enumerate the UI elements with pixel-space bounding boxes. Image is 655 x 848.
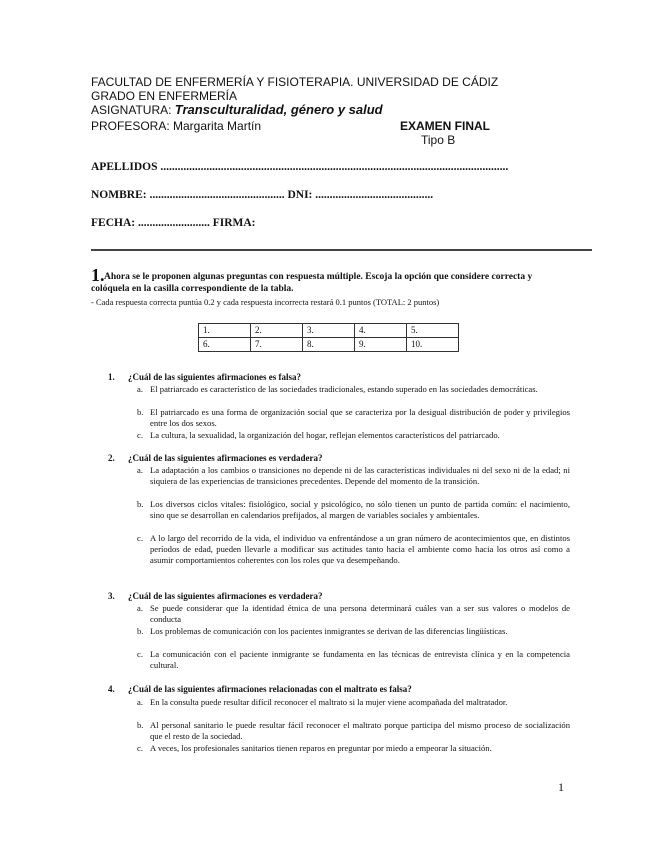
section-instruction-2: colóquela en la casilla correspondiente de la tabla. — [91, 284, 294, 294]
option-item[interactable] — [137, 626, 570, 637]
professor-line: PROFESORA: Margarita Martín — [91, 119, 262, 133]
subject-value: Transculturalidad, género y salud — [174, 102, 383, 117]
option-item[interactable] — [137, 384, 570, 395]
option-letter: b. — [137, 407, 144, 417]
option-letter: c. — [137, 743, 143, 753]
answer-cell[interactable]: 5. — [407, 324, 459, 338]
answer-cell[interactable]: 9. — [355, 338, 407, 352]
answer-cell[interactable]: 3. — [303, 324, 355, 338]
option-text: La cultura, la sexualidad, la organización del hogar, reflejan elementos característicos del patriarcado. — [150, 430, 500, 440]
page-number: 1 — [558, 780, 564, 794]
question-text: ¿Cuál de las siguientes afirmaciones relacionadas con el maltrato es falsa? — [128, 684, 412, 694]
exam-type: Tipo B — [421, 133, 456, 147]
option-text: Los diversos ciclos vitales: fisiológico, social y psicológico, no sólo tienen un punto de partida común: el nacimiento, sino que se desarrollan en calendarios prefijados, al margen de variables sociales y ambientales. — [150, 499, 570, 521]
section-instruction-1: Ahora se le proponen algunas preguntas con respuesta múltiple. Escoja la opción que considere correcta y — [104, 272, 533, 282]
answer-cell[interactable]: 8. — [303, 338, 355, 352]
option-letter: c. — [137, 430, 143, 440]
question-text: ¿Cuál de las siguientes afirmaciones es verdadera? — [128, 453, 323, 463]
exam-title: EXAMEN FINAL — [400, 119, 490, 133]
option-text: El patriarcado es una forma de organización social que se caracteriza por la desigual distribución de poder y privilegios entre los dos sexos. — [150, 407, 570, 429]
question-number: 4. — [108, 684, 115, 694]
option-item[interactable] — [137, 499, 570, 521]
option-item[interactable] — [137, 649, 570, 671]
subject-line — [91, 103, 383, 117]
option-letter: c. — [137, 649, 143, 659]
option-letter: a. — [137, 697, 143, 707]
question-text: ¿Cuál de las siguientes afirmaciones es verdadera? — [128, 591, 323, 601]
option-text: El patriarcado es característico de las sociedades tradicionales, estando superado en las sociedades democráticas. — [150, 384, 538, 394]
answer-cell[interactable]: 1. — [199, 324, 251, 338]
option-text: Al personal sanitario le puede resultar fácil reconocer el maltrato porque participa del mismo proceso de socialización que el resto de la sociedad. — [150, 720, 570, 742]
answer-cell[interactable]: 2. — [251, 324, 303, 338]
option-text: A lo largo del recorrido de la vida, el individuo va enfrentándose a un gran número de acontecimientos que, en distintos períodos de edad, pueden llevarle a modificar sus actitudes tanto hacia el ambiente como hacia los otros así como a asumir comportamientos coherentes con los roles que va desempeñando. — [150, 533, 570, 566]
answer-cell[interactable]: 4. — [355, 324, 407, 338]
option-text: Los problemas de comunicación con los pacientes inmigrantes se derivan de las diferencias lingüísticas. — [150, 626, 508, 636]
question-text: ¿Cuál de las siguientes afirmaciones es falsa? — [128, 372, 301, 382]
scoring-note: - Cada respuesta correcta puntúa 0.2 y cada respuesta incorrecta restará 0.1 puntos (TOTAL: 2 puntos) — [91, 297, 440, 307]
answer-cell[interactable]: 6. — [199, 338, 251, 352]
option-item[interactable] — [137, 407, 570, 429]
option-text: Se puede considerar que la identidad étnica de una persona determinará cuáles van a ser sus valores o modelos de conducta — [150, 603, 570, 625]
question-number: 3. — [108, 591, 115, 601]
option-letter: b. — [137, 720, 144, 730]
option-letter: b. — [137, 626, 144, 636]
section-number: 1. — [91, 265, 105, 285]
option-item[interactable] — [137, 533, 570, 567]
question-number: 1. — [108, 372, 115, 382]
question-number: 2. — [108, 453, 115, 463]
option-text: A veces, los profesionales sanitarios tienen reparos en preguntar por miedo a empeorar la situación. — [150, 743, 492, 753]
option-text: La comunicación con el paciente inmigrante se fundamenta en las técnicas de entrevista clínica y en la competencia cultural. — [150, 649, 570, 671]
nombre-dni-field[interactable]: NOMBRE: ............................................... DNI: ......................................... — [91, 189, 434, 201]
option-item[interactable] — [137, 465, 570, 487]
table-row — [199, 324, 459, 338]
option-letter: a. — [137, 603, 143, 613]
option-item[interactable] — [137, 430, 570, 441]
option-text: La adaptación a los cambios o transiciones no depende ni de las características individuales ni del sexo ni de la edad; ni siquiera de las experiencias de transiciones precedentes. Depende del momento de la transición. — [150, 465, 570, 487]
option-text: En la consulta puede resultar difícil reconocer el maltrato si la mujer viene acompañada del maltratador. — [150, 697, 508, 707]
table-row — [199, 338, 459, 352]
option-item[interactable] — [137, 743, 570, 754]
answer-cell[interactable]: 7. — [251, 338, 303, 352]
option-item[interactable] — [137, 720, 570, 742]
subject-label: ASIGNATURA: — [91, 103, 175, 117]
faculty-line: FACULTAD DE ENFERMERÍA Y FISIOTERAPIA. UNIVERSIDAD DE CÁDIZ — [91, 75, 499, 89]
degree-line: GRADO EN ENFERMERÍA — [91, 89, 238, 103]
answer-cell[interactable]: 10. — [407, 338, 459, 352]
option-item[interactable] — [137, 697, 570, 708]
answer-table — [198, 323, 459, 352]
option-letter: c. — [137, 533, 143, 543]
option-item[interactable] — [137, 603, 570, 625]
option-letter: a. — [137, 384, 143, 394]
separator-line — [91, 249, 592, 251]
option-letter: a. — [137, 465, 143, 475]
apellidos-field[interactable]: APELLIDOS ......................................................................................................................... — [91, 161, 509, 173]
option-letter: b. — [137, 499, 144, 509]
fecha-firma-field[interactable]: FECHA: ......................... FIRMA: — [91, 217, 256, 229]
